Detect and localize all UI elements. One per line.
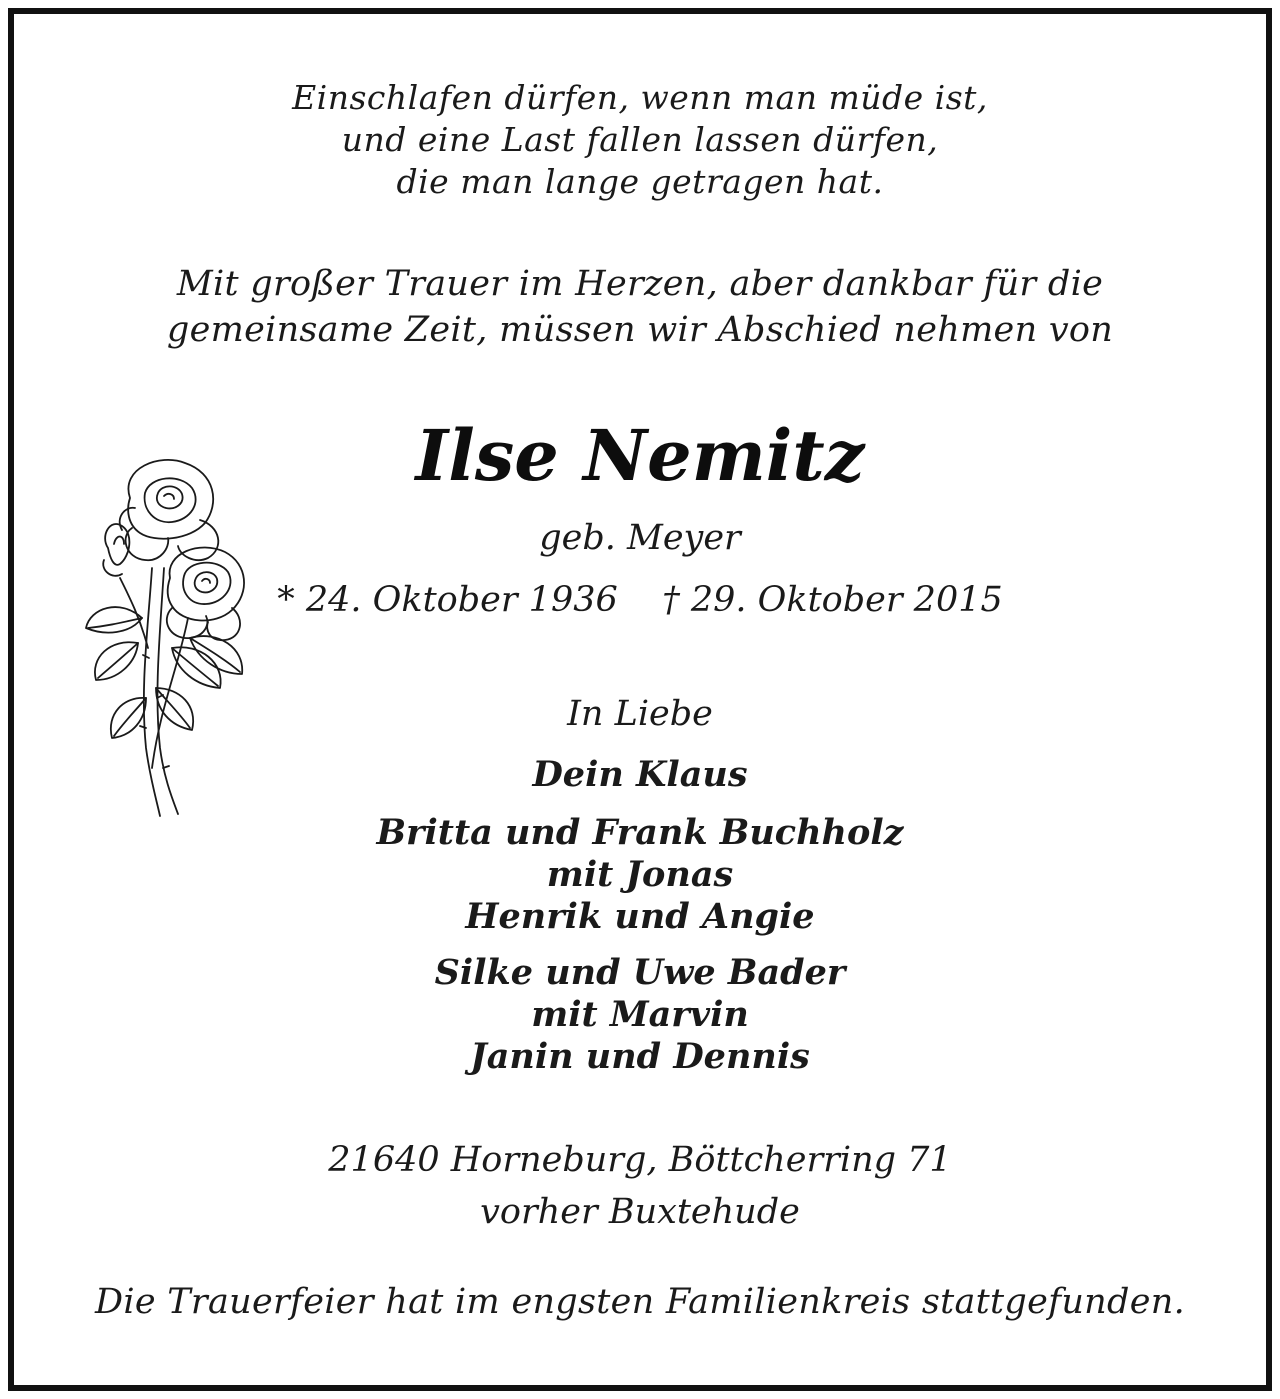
life-dates: * 24. Oktober 1936 † 29. Oktober 2015 <box>277 580 1003 620</box>
rose-stem-2 <box>157 568 178 814</box>
rose-top <box>120 460 219 560</box>
intro-line-2: gemeinsame Zeit, müssen wir Abschied nehmen von <box>166 310 1114 350</box>
maiden-name: geb. Meyer <box>539 518 741 558</box>
family-line-7: Janin und Dennis <box>470 1036 810 1077</box>
intro-line-1: Mit großer Trauer im Herzen, aber dankbar für die <box>176 264 1104 304</box>
deceased-name: Ilse Nemitz <box>415 414 865 497</box>
closing-line: Die Trauerfeier hat im engsten Familienkreis stattgefunden. <box>94 1282 1186 1322</box>
poem-line-2: und eine Last fallen lassen dürfen, <box>341 120 939 159</box>
rose-illustration <box>60 448 260 828</box>
address-line-2: vorher Buxtehude <box>480 1192 800 1232</box>
rose-lower <box>167 547 244 640</box>
poem-line-3: die man lange getragen hat. <box>396 162 884 201</box>
family-line-6: mit Marvin <box>531 994 749 1035</box>
rose-leaves <box>86 607 242 738</box>
family-line-1: Dein Klaus <box>532 754 748 795</box>
family-line-3: mit Jonas <box>546 854 734 895</box>
rose-bud <box>103 524 129 576</box>
family-line-5: Silke und Uwe Bader <box>434 952 846 993</box>
poem-line-1: Einschlafen dürfen, wenn man müde ist, <box>292 78 988 117</box>
family-line-2: Britta und Frank Buchholz <box>376 812 904 853</box>
address-line-1: 21640 Horneburg, Böttcherring 71 <box>328 1140 952 1180</box>
family-line-4: Henrik und Angie <box>465 896 815 937</box>
in-love-line: In Liebe <box>567 694 713 734</box>
